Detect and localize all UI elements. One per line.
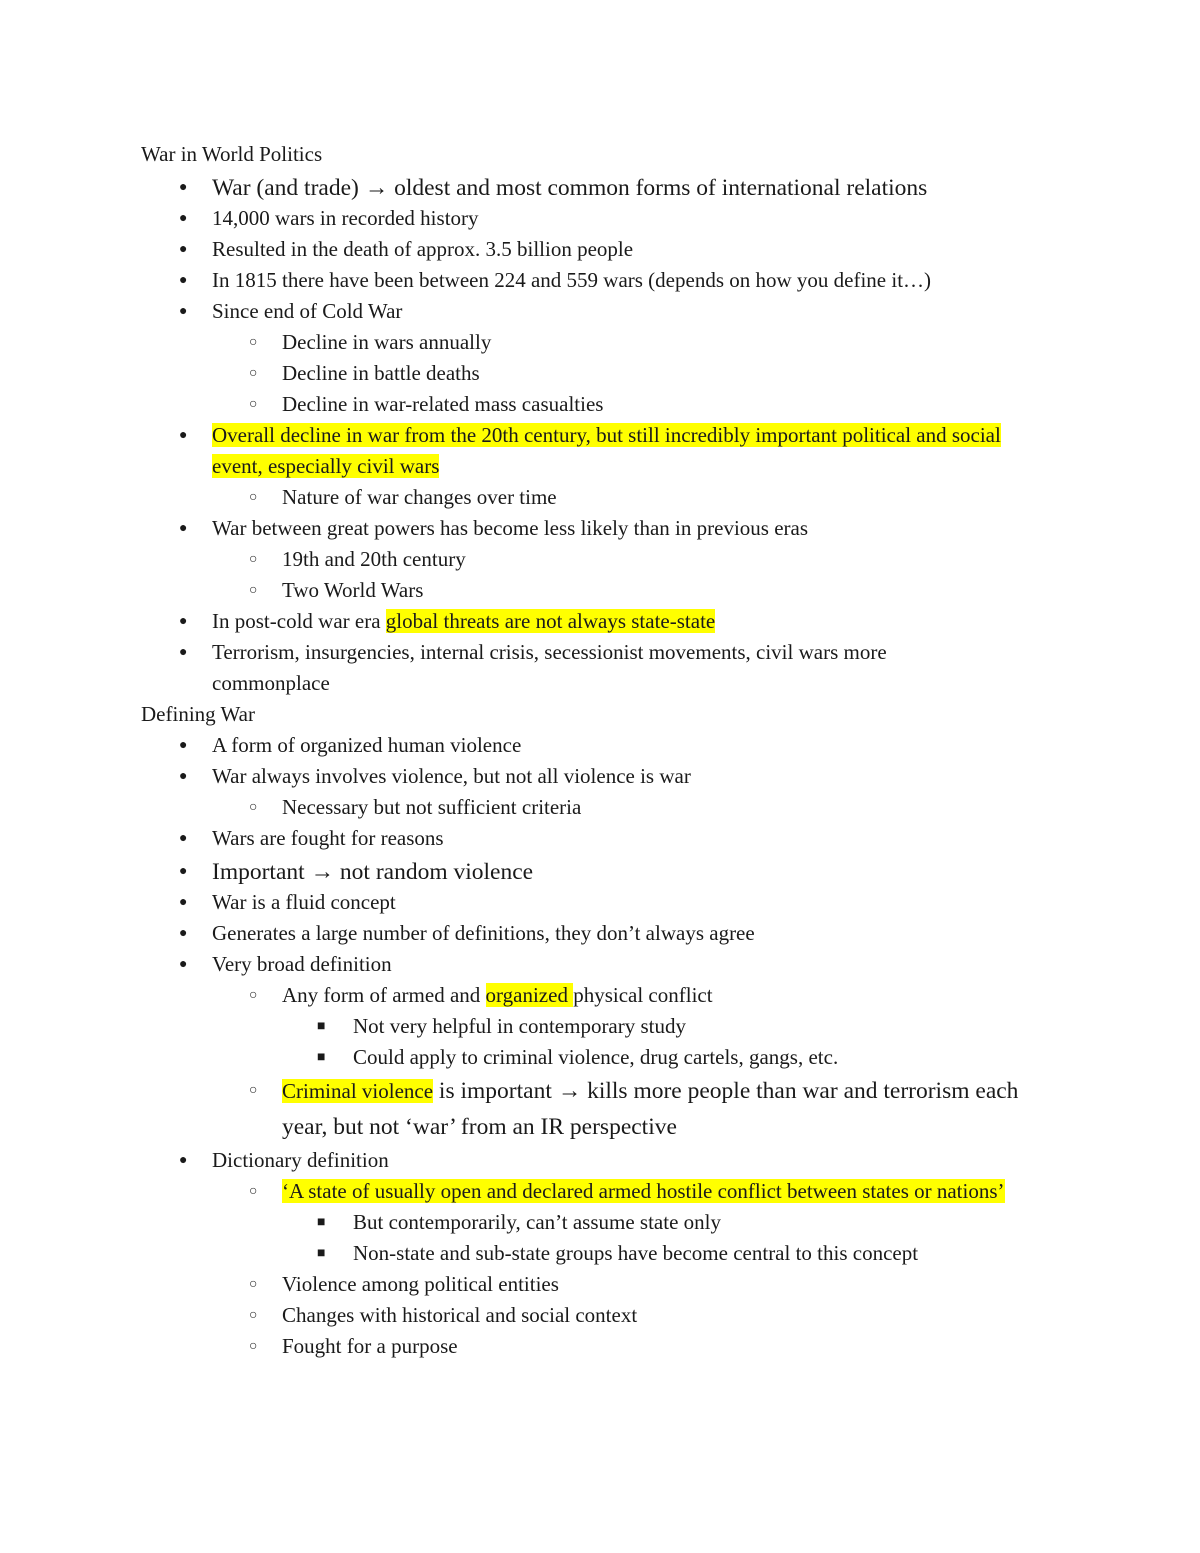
bullet-icon: ● <box>179 273 188 288</box>
highlighted-text: global threats are not always state-state <box>385 609 716 633</box>
circle-bullet-icon: ○ <box>249 397 258 412</box>
list-item: ● Very broad definition <box>141 949 1061 980</box>
circle-bullet-icon: ○ <box>249 988 258 1003</box>
circle-bullet-icon: ○ <box>249 335 258 350</box>
bullet-icon: ● <box>179 957 188 972</box>
highlighted-text: Overall decline in war from the 20th century, but still incredibly important political and social event, especially civil wars <box>212 423 1001 478</box>
bullet-icon: ● <box>179 428 188 443</box>
sub-list-item: ○ Changes with historical and social context <box>141 1300 1061 1331</box>
sub-list-item: ○ Decline in battle deaths <box>141 358 1061 389</box>
bullet-icon: ● <box>179 1153 188 1168</box>
section-heading-defining-war: Defining War <box>141 702 255 726</box>
circle-bullet-icon: ○ <box>249 583 258 598</box>
sub-list-item: ○ Decline in war-related mass casualties <box>141 389 1061 420</box>
square-bullet-icon: ■ <box>317 1050 326 1065</box>
circle-bullet-icon: ○ <box>249 490 258 505</box>
list-item: ● Generates a large number of definitions, they don’t always agree <box>141 918 1061 949</box>
circle-bullet-icon: ○ <box>249 1277 258 1292</box>
list-item: ● War always involves violence, but not all violence is war <box>141 761 1061 792</box>
bullet-icon: ● <box>179 926 188 941</box>
list-item: ● Terrorism, insurgencies, internal crisis, secessionist movements, civil wars more commonplace <box>141 637 1061 699</box>
bullet-icon: ● <box>179 304 188 319</box>
sub-list-item: ○ Two World Wars <box>141 575 1061 606</box>
bullet-icon: ● <box>179 211 188 226</box>
bullet-icon: ● <box>179 180 188 195</box>
sub-sub-list-item: ■ Could apply to criminal violence, drug cartels, gangs, etc. <box>141 1042 1061 1073</box>
bullet-icon: ● <box>179 864 188 879</box>
sub-list-item: ○ Decline in wars annually <box>141 327 1061 358</box>
bullet-icon: ● <box>179 831 188 846</box>
sub-list-item-highlighted: ○ Criminal violence is important → kills more people than war and terrorism each year, but not ‘war’ from an IR perspective <box>141 1073 1061 1145</box>
list-item: ● In 1815 there have been between 224 and 559 wars (depends on how you define it…) <box>141 265 1061 296</box>
sub-list-item: ○ Violence among political entities <box>141 1269 1061 1300</box>
square-bullet-icon: ■ <box>317 1019 326 1034</box>
list-item: ● Important → not random violence <box>141 854 1061 889</box>
bullet-icon: ● <box>179 614 188 629</box>
list-item: ● 14,000 wars in recorded history <box>141 203 1061 234</box>
bullet-icon: ● <box>179 895 188 910</box>
sub-list-item: ○ 19th and 20th century <box>141 544 1061 575</box>
list-item: ● War (and trade) → oldest and most common forms of international relations <box>141 170 1061 206</box>
circle-bullet-icon: ○ <box>249 1339 258 1354</box>
bullet-icon: ● <box>179 521 188 536</box>
highlighted-text: ‘A state of usually open and declared armed hostile conflict between states or nations’ <box>282 1179 1005 1203</box>
circle-bullet-icon: ○ <box>249 366 258 381</box>
bullet-icon: ● <box>179 242 188 257</box>
list-item: ● Dictionary definition <box>141 1145 1061 1176</box>
circle-bullet-icon: ○ <box>249 1308 258 1323</box>
bullet-icon: ● <box>179 738 188 753</box>
sub-list-item: ○ Any form of armed and organized physical conflict <box>141 980 1061 1011</box>
list-item: ● War between great powers has become less likely than in previous eras <box>141 513 1061 544</box>
sub-list-item: ○ Nature of war changes over time <box>141 482 1061 513</box>
highlighted-text: Criminal violence <box>282 1079 434 1103</box>
highlighted-text: organized <box>485 983 574 1007</box>
list-item-highlighted <box>141 420 1061 482</box>
square-bullet-icon: ■ <box>317 1215 326 1230</box>
list-item: ● In post-cold war era global threats are not always state-state <box>141 606 1061 637</box>
bullet-icon: ● <box>179 645 188 660</box>
list-item: ● A form of organized human violence <box>141 730 1061 761</box>
section-heading-war-in-world-politics: War in World Politics <box>141 142 323 166</box>
sub-list-item: ○ Fought for a purpose <box>141 1331 1061 1362</box>
circle-bullet-icon: ○ <box>249 552 258 567</box>
sub-sub-list-item: ■ But contemporarily, can’t assume state only <box>141 1207 1061 1238</box>
list-item: ● Wars are fought for reasons <box>141 823 1061 854</box>
document-body <box>141 139 1061 1362</box>
list-item: ● Since end of Cold War <box>141 296 1061 327</box>
sub-list-item: ○ Necessary but not sufficient criteria <box>141 792 1061 823</box>
bullet-icon: ● <box>179 769 188 784</box>
square-bullet-icon: ■ <box>317 1246 326 1261</box>
list-item: ● War is a fluid concept <box>141 887 1061 918</box>
list-item: ● Resulted in the death of approx. 3.5 billion people <box>141 234 1061 265</box>
circle-bullet-icon: ○ <box>249 800 258 815</box>
sub-sub-list-item: ■ Non-state and sub-state groups have become central to this concept <box>141 1238 1061 1269</box>
sub-list-item-highlighted <box>141 1176 1061 1207</box>
circle-bullet-icon: ○ <box>249 1184 258 1199</box>
sub-sub-list-item: ■ Not very helpful in contemporary study <box>141 1011 1061 1042</box>
circle-bullet-icon: ○ <box>249 1083 258 1098</box>
